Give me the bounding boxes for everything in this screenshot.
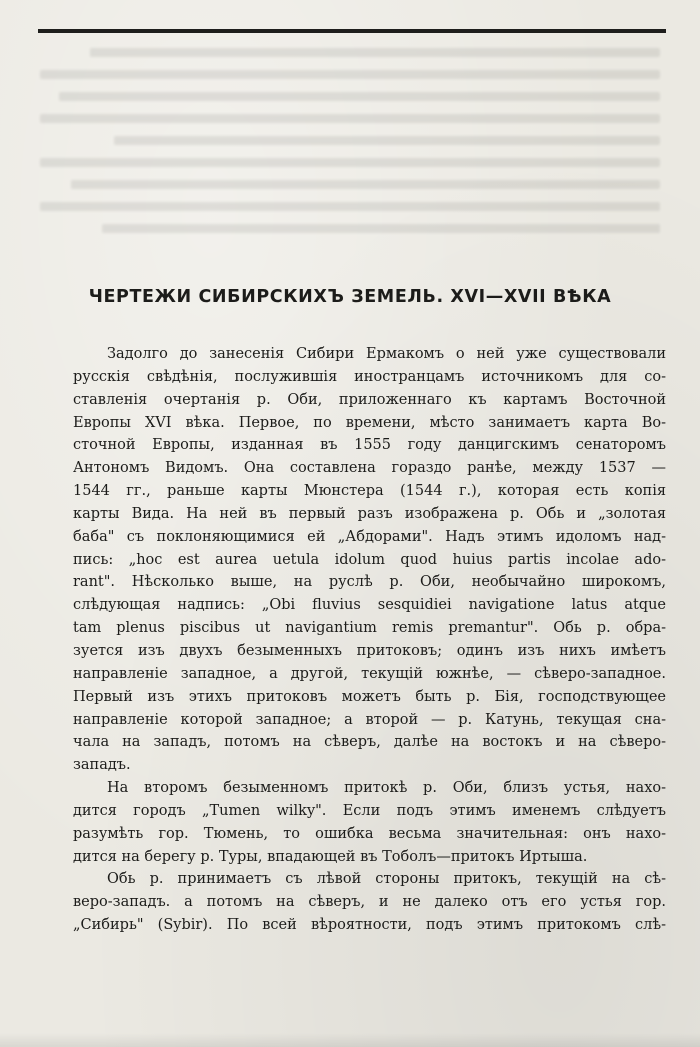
text-line: Первый изъ этихъ притоковъ можетъ быть р. Бія, господствующее [73,688,666,705]
text-line: На второмъ безыменномъ притокѣ р. Оби, близъ устья, нахо- [107,780,666,797]
body-text [39,343,666,937]
text-line: дится на берегу р. Туры, впадающей въ Тоболъ—притокъ Иртыша. [73,848,588,865]
paragraph-3 [39,868,666,937]
text-line: сточной Европы, изданная въ 1555 году данцигскимъ сенаторомъ [73,437,666,454]
text-line: дится городъ „Tumen wilky". Если подъ этимъ именемъ слѣдуетъ [73,802,666,819]
text-line: направленіе западное, а другой, текущій южнѣе, — сѣверо-западное. [73,665,666,682]
text-line: Задолго до занесенія Сибири Ермакомъ о ней уже существовали [107,346,666,362]
text-line: 1544 гг., раньше карты Мюнстера (1544 г.), которая есть копія [73,483,666,500]
page-bottom-shadow [0,1033,700,1047]
text-line: Обь р. принимаетъ съ лѣвой стороны притокъ, текущій на сѣ- [107,871,666,888]
text-line: разумѣть гор. Тюмень, то ошибка весьма значительная: онъ нахо- [73,825,666,842]
header-rule [38,29,666,33]
text-line: русскія свѣдѣнія, послужившія иностранцамъ источникомъ для со- [73,368,666,385]
text-line: баба" съ поклоняющимися ей „Абдорами". Надъ этимъ идоломъ над- [73,528,666,545]
text-line: tam plenus piscibus ut navigantium remis premantur". Обь р. обра- [73,620,666,637]
text-line: rant". Нѣсколько выше, на руслѣ р. Оби, необычайно широкомъ, [73,574,666,591]
text-line: ставленія очертанія р. Оби, приложеннаго къ картамъ Восточной [73,391,666,408]
text-line: чала на западъ, потомъ на сѣверъ, далѣе на востокъ и на сѣверо- [73,734,666,751]
text-line: пись: „hoc est aurea uetula idolum quod huius partis incolae ado- [73,551,666,568]
text-line: Антономъ Видомъ. Она составлена гораздо ранѣе, между 1537 — [73,460,666,477]
text-line: веро-западъ. а потомъ на сѣверъ, и не далеко отъ его устья гор. [73,894,666,911]
bleed-through-text [40,48,660,258]
text-line: „Сибирь" (Sybir). По всей вѣроятности, подъ этимъ притокомъ слѣ- [73,917,666,934]
chapter-title: ЧЕРТЕЖИ СИБИРСКИХЪ ЗЕМЕЛЬ. XVI—XVII ВѢКА [88,287,612,307]
text-line: карты Вида. На ней въ первый разъ изображена р. Обь и „золотая [73,505,666,522]
text-line: зуется изъ двухъ безыменныхъ притоковъ; одинъ изъ нихъ имѣетъ [73,642,666,659]
text-line: направленіе которой западное; а второй — р. Катунь, текущая сна- [73,711,666,728]
text-line: слѣдующая надпись: „Obi fluvius sesquidiei navigatione latus atque [73,597,666,614]
text-line: западъ. [73,757,131,774]
paragraph-1 [39,343,666,777]
paragraph-2 [39,777,666,868]
text-line: Европы XVI вѣка. Первое, по времени, мѣсто занимаетъ карта Во- [73,414,666,431]
